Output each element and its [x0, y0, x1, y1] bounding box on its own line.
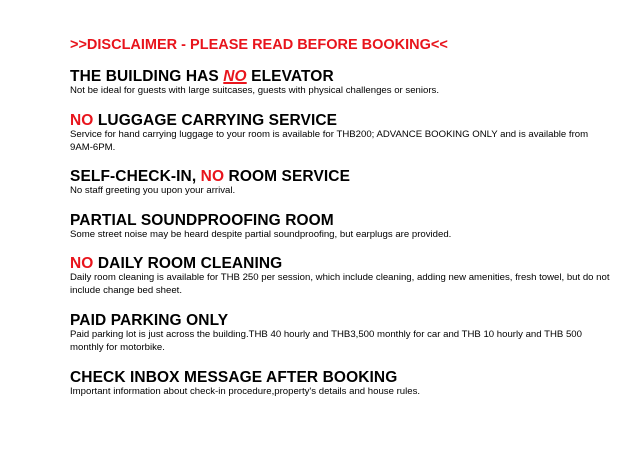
section-heading [70, 68, 610, 85]
section-heading: CHECK INBOX MESSAGE AFTER BOOKING [70, 369, 398, 386]
section-heading [70, 168, 610, 185]
section-body: Some street noise may be heard despite partial soundproofing, but earplugs are provided. [70, 229, 452, 240]
heading-text: THE BUILDING HAS [70, 68, 224, 85]
heading-text: LUGGAGE CARRYING SERVICE [93, 112, 338, 129]
section-heading: PARTIAL SOUNDPROOFING ROOM [70, 212, 334, 229]
section-room-cleaning [70, 255, 610, 297]
section-parking [70, 312, 610, 354]
section-heading [70, 112, 610, 129]
section-body: No staff greeting you upon your arrival. [70, 185, 236, 196]
heading-text: SELF-CHECK-IN, [70, 168, 201, 185]
section-self-check-in [70, 168, 610, 198]
section-luggage [70, 112, 610, 154]
section-elevator [70, 68, 610, 98]
heading-text: DAILY ROOM CLEANING [93, 255, 283, 272]
heading-emphasis: NO [200, 168, 225, 185]
section-body: Important information about check-in procedure,property's details and house rules. [70, 386, 421, 397]
disclaimer-title: >>DISCLAIMER - PLEASE READ BEFORE BOOKING<< [70, 37, 448, 53]
heading-emphasis: NO [223, 68, 247, 85]
section-body: Paid parking lot is just across the building.THB 40 hourly and THB3,500 monthly for car and THB 10 hourly and THB 500 monthly for motorbike. [70, 329, 582, 353]
section-body: Not be ideal for guests with large suitcases, guests with physical challenges or seniors. [70, 85, 440, 96]
heading-emphasis: NO [70, 255, 94, 272]
section-body: Service for hand carrying luggage to your room is available for THB200; ADVANCE BOOKING ONLY and is available from 9AM-6PM. [70, 129, 589, 153]
section-heading: PAID PARKING ONLY [70, 312, 229, 329]
section-soundproofing [70, 212, 610, 242]
heading-emphasis: NO [70, 112, 94, 129]
section-check-inbox [70, 369, 610, 399]
heading-text: ROOM SERVICE [224, 168, 351, 185]
heading-text: ELEVATOR [246, 68, 334, 85]
section-heading [70, 255, 610, 272]
section-body: Daily room cleaning is available for THB 250 per session, which include cleaning, adding new amenities, fresh towel, but do not include change bed sheet. [70, 272, 610, 296]
